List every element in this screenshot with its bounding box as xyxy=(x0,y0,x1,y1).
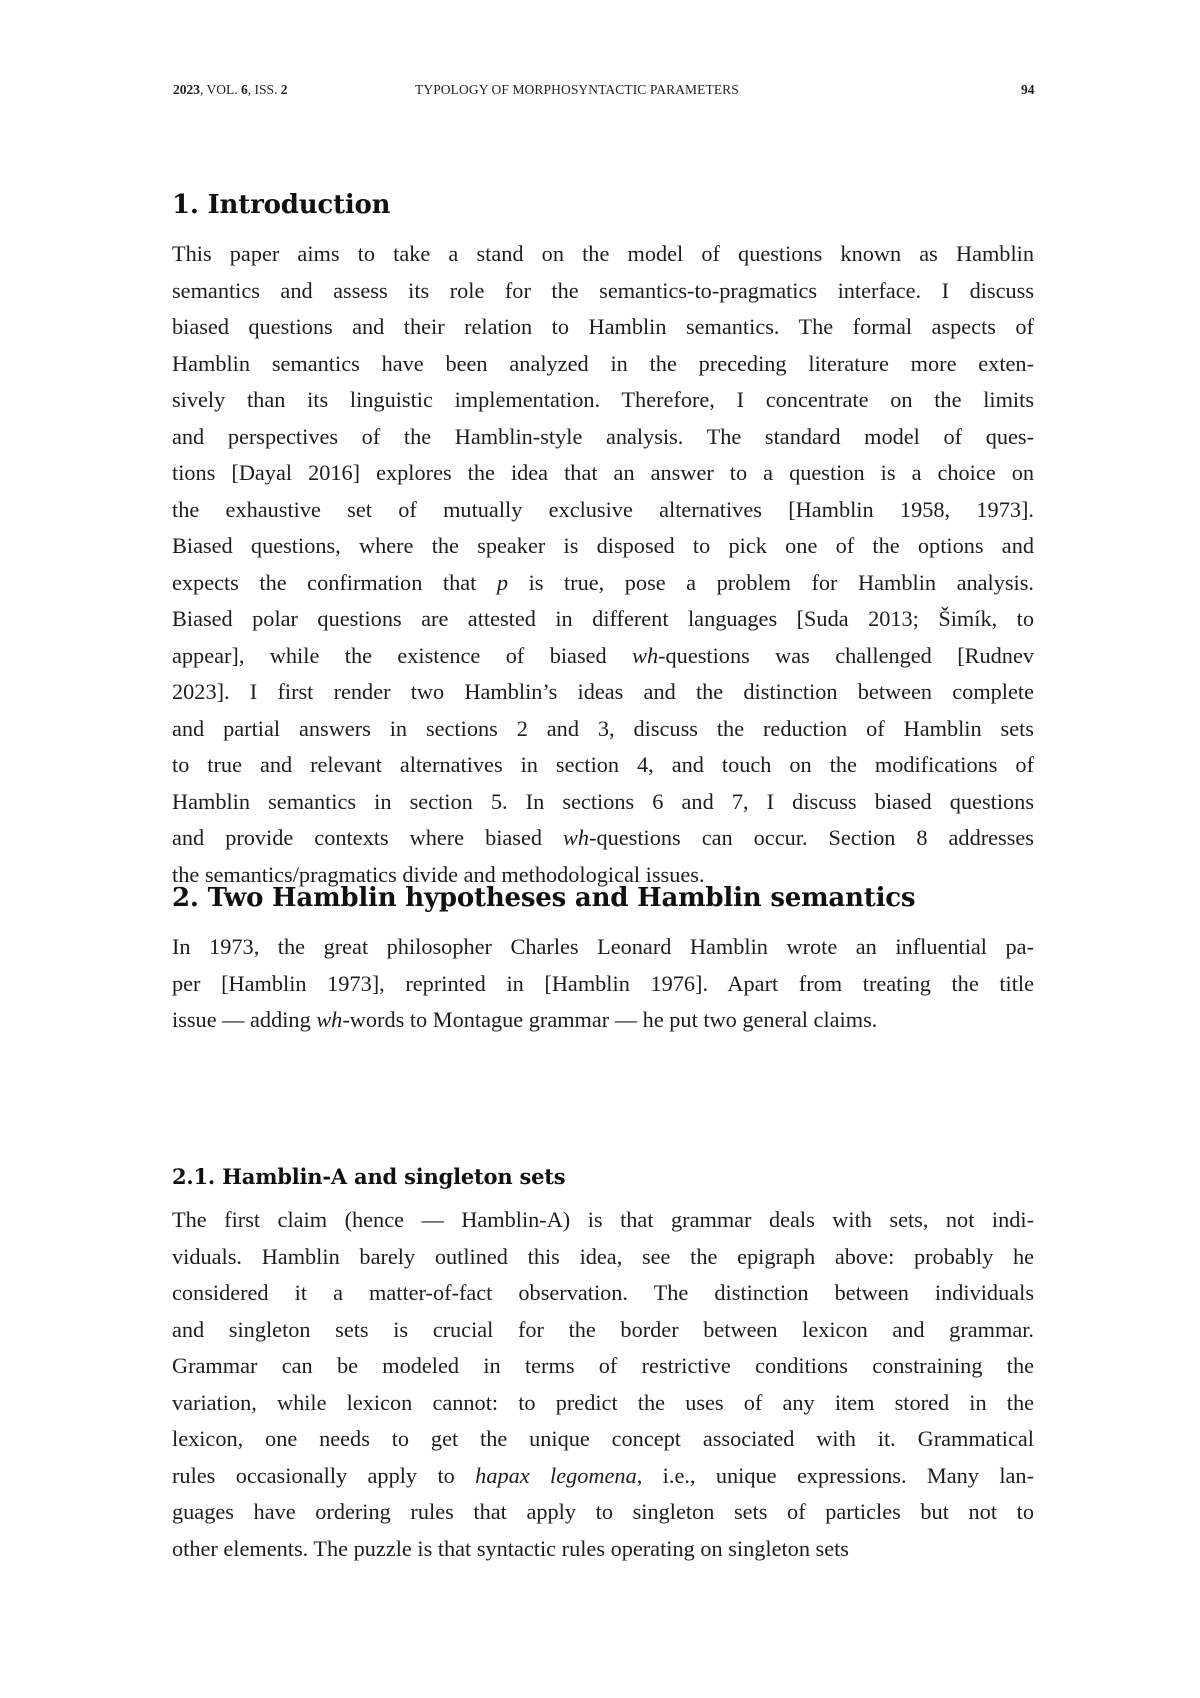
text-line: In 1973, the great philosopher Charles Leonard Hamblin wrote an influential pa- xyxy=(172,934,1034,959)
text-line: to true and relevant alternatives in section 4, and touch on the modifications of xyxy=(172,752,1034,777)
section-heading-two-hypotheses: 2. Two Hamblin hypotheses and Hamblin semantics xyxy=(172,883,916,913)
text-line: considered it a matter-of-fact observation. The distinction between individuals xyxy=(172,1280,1034,1305)
text-line: semantics and assess its role for the semantics-to-pragmatics interface. I discuss xyxy=(172,277,1034,303)
hamblin-a-paragraph xyxy=(172,1202,1034,1567)
text-line: other elements. The puzzle is that syntactic rules operating on singleton sets xyxy=(172,1535,849,1561)
text-line: tions [Dayal 2016] explores the idea that an answer to a question is a choice on xyxy=(172,460,1034,485)
page-number: 94 xyxy=(1021,82,1035,97)
section-heading-introduction: 1. Introduction xyxy=(172,190,391,220)
year: 2023 xyxy=(173,82,200,97)
subsection-hamblin-a xyxy=(172,1164,1034,1189)
issue-number: 2 xyxy=(280,82,288,97)
two-hypotheses-paragraph xyxy=(172,929,1034,1039)
text-line: Hamblin semantics have been analyzed in the preceding literature more exten- xyxy=(172,350,1034,376)
text-line: The first claim (hence — Hamblin-A) is that grammar deals with sets, not indi- xyxy=(172,1207,1034,1232)
text-line: issue — adding wh-words to Montague grammar — he put two general claims. xyxy=(172,1007,878,1032)
section-two-hypotheses xyxy=(172,883,1034,913)
text-line: rules occasionally apply to hapax legomena, i.e., unique expressions. Many lan- xyxy=(172,1462,1034,1488)
text-line: appear], while the existence of biased wh-questions was challenged [Rudnev xyxy=(172,642,1034,668)
subsection-heading-hamblin-a: 2.1. Hamblin-A and singleton sets xyxy=(172,1164,566,1189)
italic-term: wh xyxy=(632,642,659,668)
italic-term: p xyxy=(496,569,509,595)
text-line: expects the confirmation that p is true, pose a problem for Hamblin analysis. xyxy=(172,569,1034,595)
issue-info xyxy=(173,82,288,98)
text-line: sively than its linguistic implementation. Therefore, I concentrate on the limits xyxy=(172,387,1034,412)
text-line: lexicon, one needs to get the unique concept associated with it. Grammatical xyxy=(172,1426,1034,1451)
text-line: Grammar can be modeled in terms of restrictive conditions constraining the xyxy=(172,1353,1034,1378)
italic-term: wh xyxy=(563,825,590,850)
text-line: and provide contexts where biased wh-questions can occur. Section 8 addresses xyxy=(172,825,1034,850)
running-head xyxy=(0,82,1200,102)
text-line: viduals. Hamblin barely outlined this idea, see the epigraph above: probably he xyxy=(172,1243,1034,1269)
text-line: the semantics/pragmatics divide and methodological issues. xyxy=(172,861,705,887)
text-line: per [Hamblin 1973], reprinted in [Hamblin 1976]. Apart from treating the title xyxy=(172,970,1034,996)
volume-number: 6 xyxy=(241,82,248,97)
text-line: Biased polar questions are attested in different languages [Suda 2013; Šimík, to xyxy=(172,606,1034,631)
text-line: and perspectives of the Hamblin-style analysis. The standard model of ques- xyxy=(172,423,1034,449)
text-line: and singleton sets is crucial for the border between lexicon and grammar. xyxy=(172,1316,1034,1342)
text-line: guages have ordering rules that apply to singleton sets of particles but not to xyxy=(172,1499,1034,1524)
italic-term: hapax legomena xyxy=(475,1462,637,1488)
text-line: Hamblin semantics in section 5. In sections 6 and 7, I discuss biased questions xyxy=(172,788,1034,814)
text-line: biased questions and their relation to Hamblin semantics. The formal aspects of xyxy=(172,314,1034,339)
text-line: the exhaustive set of mutually exclusive alternatives [Hamblin 1958, 1973]. xyxy=(172,496,1034,522)
text-line: 2023]. I first render two Hamblin’s ideas and the distinction between complete xyxy=(172,679,1034,704)
journal-title: TYPOLOGY OF MORPHOSYNTACTIC PARAMETERS xyxy=(415,82,739,97)
text-line: variation, while lexicon cannot: to predict the uses of any item stored in the xyxy=(172,1389,1034,1415)
section-introduction xyxy=(172,190,1034,220)
text-line: and partial answers in sections 2 and 3, discuss the reduction of Hamblin sets xyxy=(172,715,1034,741)
vol-label: , VOL. xyxy=(200,82,242,97)
iss-label: , ISS. xyxy=(247,82,281,97)
text-line: This paper aims to take a stand on the model of questions known as Hamblin xyxy=(172,241,1034,266)
intro-paragraph xyxy=(172,236,1034,893)
text-line: Biased questions, where the speaker is disposed to pick one of the options and xyxy=(172,533,1034,558)
italic-term: wh xyxy=(316,1007,343,1032)
